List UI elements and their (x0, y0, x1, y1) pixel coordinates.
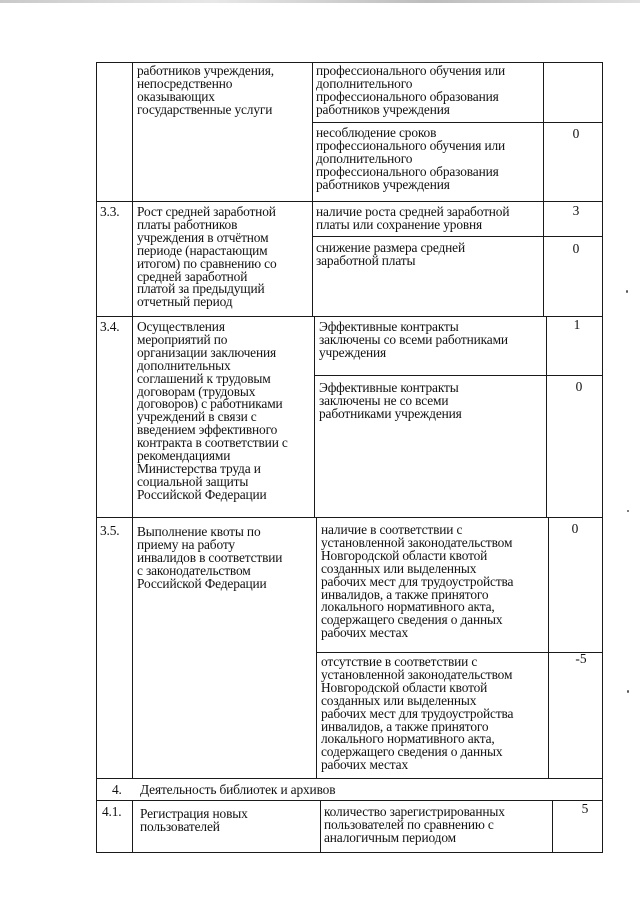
row-3-4-points-a: 1 (573, 317, 581, 332)
row-4-1-points-a: 5 (581, 801, 589, 816)
row-3-5-indicator-b: отсутствие в соответствии с установленной законодательством Новгородской области квотой созданных или выделенных рабочих мест для трудоустройства инвалидов, а также принятого локального нормативного акта, содержащего сведения о данных рабочих местах (321, 654, 514, 773)
row-3-5-points-a: 0 (571, 521, 579, 536)
section-4-title: Деятельность библиотек и архивов (140, 782, 336, 797)
row-3-4-number: 3.4. (100, 319, 120, 334)
row-3-4-indicator-b: Эффективные контракты заключены не со всеми работниками учреждения (319, 380, 462, 421)
scan-edge (0, 0, 640, 3)
row-3-5-number: 3.5. (100, 523, 120, 538)
section-4-number: 4. (112, 782, 122, 797)
row-3-3-indicator-b: снижение размера средней заработной платы (316, 240, 465, 268)
row-3-3-number: 3.3. (100, 204, 120, 219)
row-3-5-indicator-a: наличие в соответствии с установленной законодательством Новгородской области квотой созданных или выделенных рабочих мест для трудоустройства инвалидов, а также принятого локального нормативного акта, содержащего сведения о данных рабочих местах (321, 522, 514, 641)
row-4-1-number: 4.1. (102, 804, 122, 819)
row-3-5-points-b: -5 (575, 651, 587, 666)
scan-speck (626, 290, 628, 293)
row-3-5-criterion: Выполнение квоты по приему на работу инвалидов в соответствии с законодательством Российской Федерации (137, 524, 283, 591)
cont-indicator-b: несоблюдение сроков профессионального обучения или дополнительного профессионального образования работников учреждения (316, 125, 506, 192)
row-4-1-criterion: Регистрация новых пользователей (140, 806, 248, 834)
cont-points-b: 0 (572, 126, 580, 141)
row-3-3-points-a: 3 (572, 203, 580, 218)
cont-indicator-a: профессионального обучения или дополнительного профессионального образования работников учреждения (316, 63, 506, 117)
row-3-4-points-b: 0 (575, 379, 583, 394)
scan-speck (627, 690, 629, 693)
row-3-4-indicator-a: Эффективные контракты заключены со всеми работниками учреждения (319, 319, 508, 360)
cont-criterion: работников учреждения, непосредственно оказывающих государственные услуги (137, 63, 274, 117)
row-4-1-indicator-a: количество зарегистрированных пользователей по сравнению с аналогичным периодом (324, 804, 505, 845)
row-3-3-indicator-a: наличие роста средней заработной платы или сохранение уровня (316, 204, 510, 232)
row-3-4-criterion: Осуществления мероприятий по организации заключения дополнительных соглашений к трудовым договорам (трудовых договоров) с работниками учреждений в связи с введением эффективного контракта в соответствии с рекомендациями Министерства труда и социальной защиты Российской Федерации (137, 319, 288, 502)
scan-speck (627, 510, 629, 512)
row-3-3-criterion: Рост средней заработной платы работников учреждения в отчётном периоде (нарастающим итогом) по сравнению со средней заработной платой за предыдущий отчетный период (137, 204, 277, 310)
row-3-3-points-b: 0 (572, 241, 580, 256)
